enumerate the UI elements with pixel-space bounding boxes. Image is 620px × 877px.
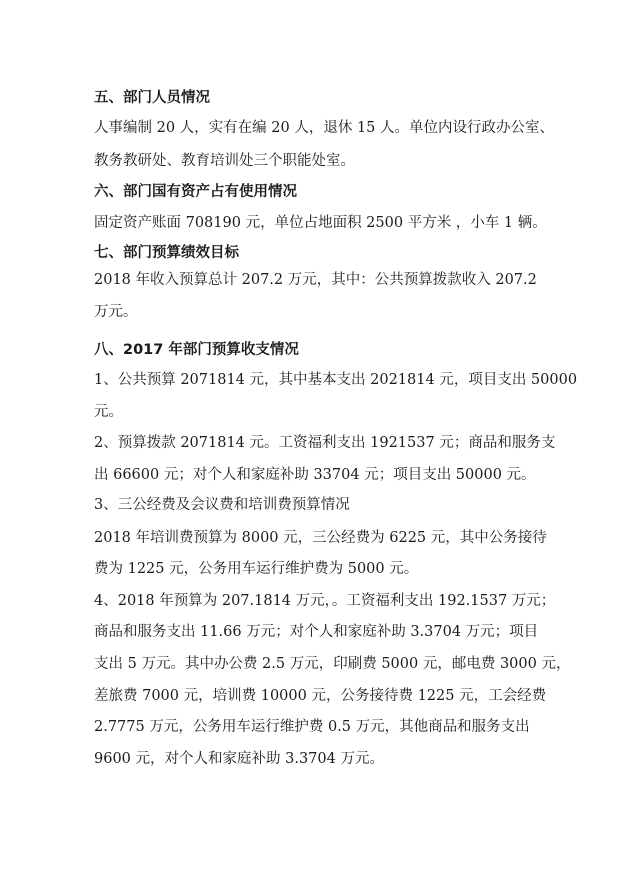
paragraph-line: 人事编制 20 人，实有在编 20 人，退休 15 人。单位内设行政办公室、 [94,120,555,136]
paragraph-line: 3、三公经费及会议费和培训费预算情况 [94,497,350,513]
paragraph-line: 费为 1225 元，公务用车运行维护费为 5000 元。 [94,561,419,577]
paragraph-line: 元。 [94,404,123,420]
paragraph-line: 商品和服务支出 11.66 万元；对个人和家庭补助 3.3704 万元；项目 [94,624,539,640]
section-heading: 五、部门人员情况 [94,90,210,106]
paragraph-line: 4、2018 年预算为 207.1814 万元，。工资福利支出 192.1537 万元； [94,593,556,609]
paragraph-line: 教务教研处、教育培训处三个职能处室。 [94,153,355,169]
section-heading: 八、2017 年部门预算收支情况 [94,342,299,358]
paragraph-line: 2018 年收入预算总计 207.2 万元，其中：公共预算拨款收入 207.2 [94,272,537,288]
section-heading: 六、部门国有资产占有使用情况 [94,184,297,200]
paragraph-line: 固定资产账面 708190 元，单位占地面积 2500 平方米 ，小车 1 辆。 [94,215,547,231]
paragraph-line: 2.7775 万元，公务用车运行维护费 0.5 万元，其他商品和服务支出 [94,719,530,735]
paragraph-line: 万元。 [94,304,138,320]
paragraph-line: 出 66600 元；对个人和家庭补助 33704 元；项目支出 50000 元。 [94,467,536,483]
section-heading: 七、部门预算绩效目标 [94,245,239,261]
paragraph-line: 支出 5 万元。其中办公费 2.5 万元，印刷费 5000 元，邮电费 3000 元， [94,656,571,672]
paragraph-line: 2018 年培训费预算为 8000 元，三公经费为 6225 元，其中公务接待 [94,530,547,546]
paragraph-line: 2、预算拨款 2071814 元。工资福利支出 1921537 元；商品和服务支 [94,435,556,451]
paragraph-line: 差旅费 7000 元，培训费 10000 元，公务接待费 1225 元，工会经费 [94,688,547,704]
paragraph-line: 9600 元，对个人和家庭补助 3.3704 万元。 [94,751,384,767]
paragraph-line: 1、公共预算 2071814 元，其中基本支出 2021814 元，项目支出 50000 [94,372,578,388]
